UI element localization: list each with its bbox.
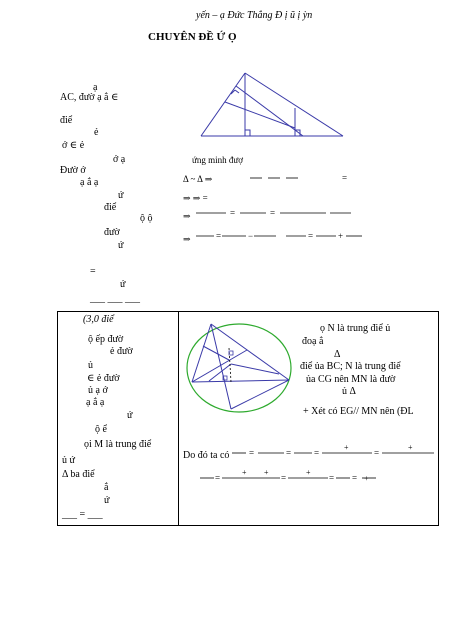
- svg-text:=: =: [342, 173, 348, 183]
- text-line: ọ N là trung điể ủ: [320, 323, 391, 334]
- similarity-fractions: [250, 172, 370, 184]
- text-line: ủa CG nên MN là đườ: [306, 374, 396, 385]
- text-line: Đườ ớ: [60, 165, 86, 176]
- similarity-line: Δ ~ Δ ⇒: [183, 174, 213, 184]
- inner-segment-1: [236, 86, 303, 136]
- inner-segment-2: [225, 102, 295, 128]
- text-line: ứ: [118, 190, 124, 201]
- text-line: ẻ: [94, 127, 99, 138]
- text-line: ứ: [120, 279, 126, 290]
- inner-line-2: [231, 364, 279, 374]
- svg-text:=: =: [216, 231, 222, 241]
- equation-row: ⇒: [183, 234, 191, 244]
- equation-fractions-row: [196, 229, 366, 243]
- svg-text:+: +: [242, 468, 247, 477]
- text-line: điể: [60, 115, 73, 126]
- blank-line: ___ = ___: [62, 509, 103, 520]
- svg-text:=: =: [281, 473, 287, 483]
- svg-text:=: =: [308, 231, 314, 241]
- text-line: ớ ∈ ẻ: [62, 140, 85, 151]
- text-line: Δ: [334, 349, 341, 360]
- page-title: CHUYÊN ĐỀ Ứ Ọ: [148, 31, 237, 43]
- right-triangle-figure: [195, 68, 350, 143]
- text-line: ớ ạ: [113, 154, 126, 165]
- text-line: ủ ứ: [62, 455, 75, 466]
- points-label: (3,0 điể: [83, 314, 114, 325]
- text-line: ộ ể: [95, 424, 107, 435]
- conclusion-label: Do đó ta có: [183, 450, 230, 461]
- text-line: ủ: [88, 360, 93, 371]
- text-line: điể: [104, 202, 117, 213]
- triangle-side-ab: [192, 324, 211, 382]
- svg-text:=: =: [286, 448, 292, 458]
- inner-line-3: [203, 346, 229, 360]
- svg-text:=: =: [215, 473, 221, 483]
- text-line: ộ ếp đườ: [88, 334, 124, 345]
- text-line: điể ủa BC; N là trung điể: [300, 361, 401, 372]
- text-line: ạ: [93, 82, 98, 93]
- column-divider: [178, 311, 179, 526]
- text-line: ứ: [118, 240, 124, 251]
- conclusion-fractions-row-1: [232, 443, 437, 460]
- text-line: Δ ba điể: [62, 469, 95, 480]
- page-header: yến – ạ Đức Thắng Đ ị ũ ị ỳn: [196, 10, 313, 21]
- parallel-line-statement: + Xét có EG// MN nên (ĐL: [303, 406, 414, 417]
- svg-text:+: +: [408, 443, 413, 452]
- text-line: ủ ạ ớ: [88, 385, 108, 396]
- equation-row: ⇒ ⇒ =: [183, 193, 208, 203]
- text-line: ẻ đườ: [110, 346, 133, 357]
- triangle-left-side: [201, 73, 245, 136]
- svg-text:+: +: [264, 468, 269, 477]
- conclusion-fractions-row-2: [200, 468, 380, 485]
- svg-text:+: +: [364, 474, 369, 483]
- text-line: ộ ộ: [140, 213, 153, 224]
- text-line: ứ: [104, 495, 110, 506]
- text-line: ứ: [127, 410, 133, 421]
- equation-fractions-row: [196, 206, 356, 220]
- text-line: đoạ ẳ: [302, 336, 324, 347]
- triangle-right-side: [245, 73, 343, 136]
- blank-fractions: ___ ___ ___: [90, 293, 140, 304]
- svg-text:=: =: [329, 473, 335, 483]
- text-line: ủ Δ: [342, 386, 356, 397]
- proof-heading: ứng minh đượ: [192, 155, 244, 165]
- svg-text:+: +: [338, 231, 344, 241]
- svg-text:=: =: [352, 473, 358, 483]
- svg-text:+: +: [344, 443, 349, 452]
- text-line: ạ ắ ạ: [86, 397, 105, 408]
- svg-text:=: =: [314, 448, 320, 458]
- text-line: ọi M là trung điể: [84, 439, 152, 450]
- text-line: ạ ắ ạ: [80, 177, 99, 188]
- svg-text:=: =: [249, 448, 255, 458]
- svg-text:−: −: [248, 231, 254, 241]
- equation-row: ⇒: [183, 211, 191, 221]
- svg-text:+: +: [306, 468, 311, 477]
- text-line: ắ: [104, 482, 109, 493]
- inner-line-1: [209, 364, 231, 381]
- text-line: ∈ ẻ đườ: [87, 373, 120, 384]
- inscribed-triangle-figure: [183, 318, 295, 416]
- svg-text:=: =: [374, 448, 380, 458]
- equals-sign: =: [90, 266, 96, 277]
- svg-text:=: =: [230, 208, 236, 218]
- text-line: AC, đườ ạ ẳ ∈: [60, 92, 119, 103]
- triangle-side-bc: [192, 380, 289, 382]
- svg-text:=: =: [270, 208, 276, 218]
- circumcircle: [187, 324, 291, 412]
- text-line: đườ: [104, 227, 120, 238]
